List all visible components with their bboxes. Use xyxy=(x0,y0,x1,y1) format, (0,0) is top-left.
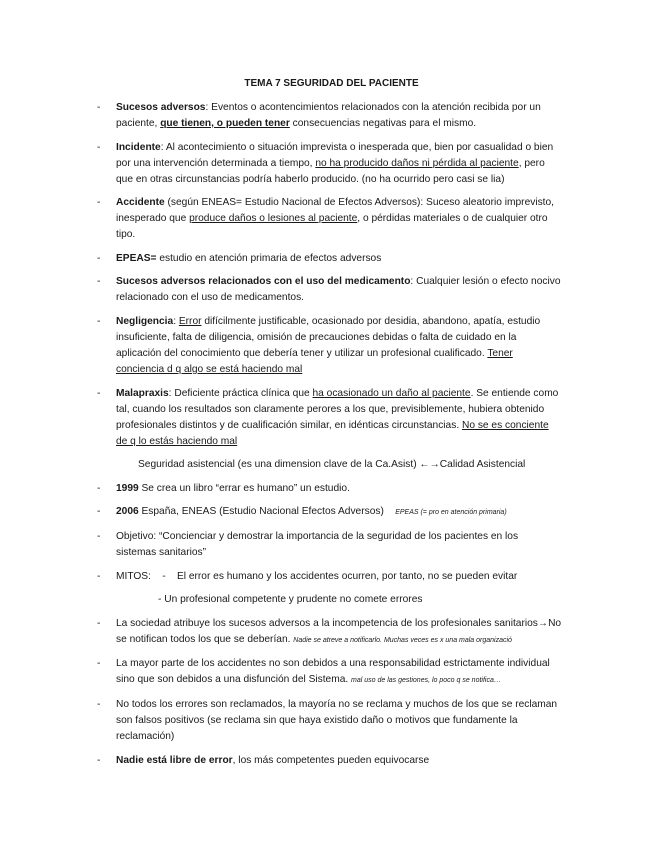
text-run: sino que son debidos a una disfunción del Sistema. xyxy=(116,674,352,686)
text-run: tipo. xyxy=(116,229,136,241)
text-run: sistemas sanitarios” xyxy=(116,546,207,558)
text-run: que en otras circunstancias podría haberlo producido. (no ha ocurrido pero casi se lia) xyxy=(116,173,505,185)
handwritten-note: Nadie se atreve a notificarlo. Muchas veces es x una mala organizació xyxy=(293,636,512,644)
text-line xyxy=(116,274,578,290)
list-item xyxy=(0,140,578,188)
list-item xyxy=(0,697,578,745)
text-run: conciencia d q algo se está haciendo mal xyxy=(116,363,303,375)
text-run: que tienen, o pueden tener xyxy=(160,118,290,129)
text-line xyxy=(116,227,578,243)
bullet-dash: - xyxy=(97,141,101,153)
text-line xyxy=(116,481,578,497)
text-line xyxy=(116,529,578,545)
text-run: tal, cuando los resultados son claramente perores a los que, previsiblemente, hubiera obtenido xyxy=(116,403,545,415)
list-item xyxy=(0,504,578,521)
list-item xyxy=(0,616,578,649)
text-line xyxy=(116,672,578,689)
list-item xyxy=(0,314,578,378)
text-run: (según ENEAS= Estudio Nacional de Efectos Adversos): Suceso aleatorio imprevisto, xyxy=(164,197,555,209)
bullet-dash: - xyxy=(97,506,101,518)
bullet-dash: - xyxy=(97,617,101,629)
bullet-dash: - xyxy=(97,658,101,670)
text-run: Se crea un libro “errar es humano” un estudio. xyxy=(138,482,350,494)
text-line xyxy=(158,592,620,608)
text-run: Objetivo: “Concienciar y demostrar la importancia de la seguridad de los pacientes en los xyxy=(116,530,519,542)
text-line xyxy=(116,330,578,346)
list-item xyxy=(0,529,578,561)
text-line xyxy=(116,569,578,585)
text-line xyxy=(116,753,578,769)
text-line xyxy=(116,729,578,745)
text-run: Error xyxy=(178,315,202,327)
text-line xyxy=(116,211,578,227)
text-run: estudio en atención primaria de efectos adversos xyxy=(156,252,382,264)
text-run: no ha producido daños ni pérdida al paciente xyxy=(315,157,519,169)
document-page xyxy=(0,76,655,776)
text-line xyxy=(116,545,578,561)
list-item xyxy=(0,457,600,473)
text-line xyxy=(116,172,578,188)
text-line xyxy=(116,251,578,267)
list-item xyxy=(0,656,578,689)
text-line xyxy=(116,418,578,434)
text-line xyxy=(116,632,578,649)
bullet-dash: - xyxy=(97,252,101,264)
text-run: son falsos positivos (se reclama sin que haya existido daño o motivos que fundamente la xyxy=(116,714,518,726)
text-run: Incidente xyxy=(116,141,161,153)
text-run: . Se entiende como xyxy=(470,387,559,399)
text-run: 2006 xyxy=(116,506,139,518)
text-run: : Deficiente práctica clínica que xyxy=(168,387,313,399)
text-run: se notifican todos los que se deberían. xyxy=(116,633,294,645)
text-line xyxy=(116,656,578,672)
bullet-list xyxy=(0,100,655,769)
text-line xyxy=(116,156,578,172)
list-item xyxy=(0,592,620,608)
text-run: por una intervención determinada a tiempo, xyxy=(116,157,316,169)
text-line xyxy=(116,713,578,729)
text-run: paciente, xyxy=(116,118,161,129)
text-line xyxy=(116,697,578,713)
text-run: difícilmente justificable, ocasionado por desidia, abandono, apatía, estudio xyxy=(201,315,541,327)
text-line xyxy=(116,434,578,450)
text-run: : xyxy=(173,315,179,327)
text-line xyxy=(116,140,578,156)
text-line xyxy=(116,386,578,402)
text-run: ha ocasionado un daño al paciente xyxy=(312,387,471,399)
bullet-dash: - xyxy=(97,698,101,710)
list-item xyxy=(0,274,578,306)
text-run: profesionales distintos y de cualificación similar, en idénticas circunstancias. xyxy=(116,419,462,431)
bullet-dash: - xyxy=(97,530,101,542)
text-run: Tener xyxy=(487,347,513,359)
list-item xyxy=(0,251,578,267)
text-run: Seguridad asistencial (es una dimension clave de la Ca.Asist) ←→Calidad Asistencial xyxy=(138,459,526,471)
text-run: 1999 xyxy=(116,482,139,494)
text-run: : Al acontecimiento o situación imprevista o inesperada que, bien por casualidad o bien xyxy=(160,141,554,153)
text-line xyxy=(116,362,578,378)
text-run: Malapraxis xyxy=(116,387,169,399)
text-run: La mayor parte de los accidentes no son debidos a una responsabilidad estrictamente individual xyxy=(116,658,550,670)
text-line xyxy=(116,346,578,362)
text-run: Accidente xyxy=(116,197,165,209)
text-run: Nadie está libre de error xyxy=(116,754,233,766)
text-run: consecuencias negativas para el mismo. xyxy=(289,118,477,129)
text-line xyxy=(116,402,578,418)
text-line xyxy=(116,195,578,211)
text-run: La sociedad atribuye los sucesos adversos a la incompetencia de los profesionales sanitarios→No xyxy=(116,617,562,629)
text-run: , pero xyxy=(518,157,545,169)
bullet-dash: - xyxy=(97,315,101,327)
text-line xyxy=(138,457,600,473)
text-run: , o pérdidas materiales o de cualquier otro xyxy=(357,213,548,225)
text-run: relacionado con el uso de medicamentos. xyxy=(116,292,305,304)
text-run: - Un profesional competente y prudente no comete errores xyxy=(158,594,423,606)
bullet-dash: - xyxy=(97,276,101,288)
list-item xyxy=(0,569,578,585)
text-run: , los más competentes pueden equivocarse xyxy=(232,754,430,766)
text-line xyxy=(116,504,578,521)
list-item xyxy=(0,195,578,243)
text-line xyxy=(116,100,578,116)
bullet-dash: - xyxy=(97,197,101,209)
text-line xyxy=(116,290,578,306)
text-run: : Eventos o acontencimientos relacionados con la atención recibida por un xyxy=(205,102,541,113)
text-run: Sucesos adversos relacionados con el uso del medicamento xyxy=(116,276,411,288)
text-line xyxy=(116,616,578,632)
list-item xyxy=(0,753,578,769)
list-item xyxy=(0,386,578,450)
list-item xyxy=(0,100,578,132)
handwritten-note: mal uso de las gestiones, lo poco q se notifica… xyxy=(351,677,501,685)
bullet-dash: - xyxy=(97,387,101,399)
text-run: MITOS: - El error es humano y los accidentes ocurren, por tanto, no se pueden evitar xyxy=(116,570,518,582)
text-run: insuficiente, falta de diligencia, omisión de precauciones debidas o falta de cuidado en la xyxy=(116,331,517,343)
bullet-dash: - xyxy=(97,102,101,113)
text-run: No se es conciente xyxy=(461,419,549,431)
text-run: España, ENEAS (Estudio Nacional Efectos Adversos) xyxy=(138,506,396,518)
text-line xyxy=(116,314,578,330)
text-run: produce daños o lesiones al paciente xyxy=(189,213,358,225)
text-run: : Cualquier lesión o efecto nocivo xyxy=(410,276,561,288)
text-run: Negligencia xyxy=(116,315,174,327)
text-line xyxy=(116,116,578,132)
text-run: reclamación) xyxy=(116,730,175,742)
text-run: No todos los errores son reclamados, la mayoría no se reclama y muchos de los que se reclaman xyxy=(116,698,558,710)
text-run: Sucesos adversos xyxy=(116,102,206,113)
page-title: TEMA 7 SEGURIDAD DEL PACIENTE xyxy=(244,78,419,89)
text-run: EPEAS= xyxy=(116,252,157,264)
text-run: de q lo estás haciendo mal xyxy=(116,435,238,447)
bullet-dash: - xyxy=(97,482,101,494)
list-item xyxy=(0,481,578,497)
text-run: inesperado que xyxy=(116,213,190,225)
bullet-dash: - xyxy=(97,754,101,766)
text-run: aplicación del conocimiento que debería tener y utilizar un profesional cualificado. xyxy=(116,347,488,359)
bullet-dash: - xyxy=(97,570,101,582)
handwritten-note: EPEAS (= pro en atención primaria) xyxy=(395,509,507,517)
